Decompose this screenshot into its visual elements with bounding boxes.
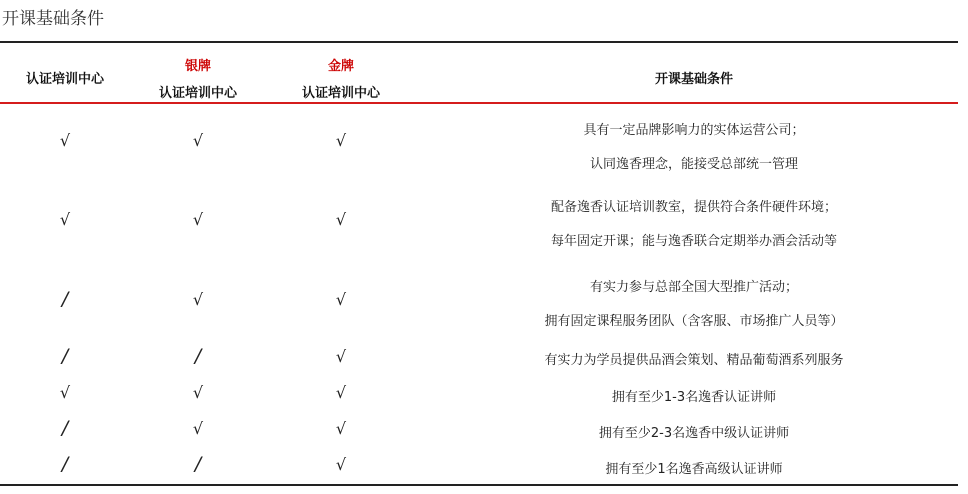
row-6-mark-gold: √ — [335, 455, 347, 474]
row-4-mark-gold: √ — [335, 383, 347, 402]
row-1-mark-gold: √ — [335, 210, 347, 229]
row-6-conditions — [430, 458, 958, 477]
row-4-mark-standard: √ — [59, 383, 71, 402]
row-0-condition-line: 具有一定品牌影响力的实体运营公司； — [583, 123, 805, 138]
row-5-condition-line: 拥有至少2-3名逸香中级认证讲师 — [598, 426, 790, 441]
header-certification-center: 认证培训中心 — [25, 72, 104, 87]
header-gold-label: 认证培训中心 — [301, 86, 380, 101]
row-3-mark-gold: √ — [335, 347, 347, 366]
header-divider — [0, 102, 958, 104]
row-3-mark-silver: / — [194, 345, 202, 367]
row-5-mark-silver: √ — [192, 419, 204, 438]
row-2-condition-line: 有实力参与总部全国大型推广活动； — [589, 280, 798, 295]
row-1-condition-line: 每年固定开课；能与逸香联合定期举办酒会活动等 — [550, 234, 837, 249]
row-5-mark-gold: √ — [335, 419, 347, 438]
row-4-conditions — [430, 386, 958, 405]
row-6-condition-line: 拥有至少1名逸香高级认证讲师 — [605, 462, 783, 477]
row-6-mark-silver: / — [194, 453, 202, 475]
row-6-mark-standard: / — [61, 453, 69, 475]
page-title: 开课基础条件 — [2, 9, 104, 29]
table-top-rule — [0, 41, 958, 43]
row-0-condition-line: 认同逸香理念，能接受总部统一管理 — [589, 157, 798, 172]
row-1-condition-line: 配备逸香认证培训教室，提供符合条件硬件环境； — [550, 200, 837, 215]
row-3-conditions — [430, 349, 958, 368]
header-silver-tier: 银牌 — [184, 59, 211, 74]
row-4-condition-line: 拥有至少1-3名逸香认证讲师 — [611, 390, 777, 405]
header-silver-label: 认证培训中心 — [158, 86, 237, 101]
header-gold-center — [266, 55, 416, 101]
row-0-mark-silver: √ — [192, 131, 204, 150]
row-0-mark-standard: √ — [59, 131, 71, 150]
row-5-mark-standard: / — [61, 417, 69, 439]
row-2-mark-standard: / — [61, 288, 69, 310]
row-2-mark-gold: √ — [335, 290, 347, 309]
header-silver-center — [130, 55, 266, 101]
row-4-mark-silver: √ — [192, 383, 204, 402]
row-1-conditions — [430, 196, 958, 249]
header-conditions: 开课基础条件 — [654, 72, 733, 87]
row-3-condition-line: 有实力为学员提供品酒会策划、精品葡萄酒系列服务 — [544, 353, 844, 368]
row-1-mark-silver: √ — [192, 210, 204, 229]
row-2-conditions — [430, 276, 958, 329]
row-1-mark-standard: √ — [59, 210, 71, 229]
table-bottom-rule — [0, 484, 958, 486]
row-5-conditions — [430, 422, 958, 441]
row-0-conditions — [430, 119, 958, 172]
row-0-mark-gold: √ — [335, 131, 347, 150]
row-2-condition-line: 拥有固定课程服务团队（含客服、市场推广人员等） — [544, 314, 844, 329]
row-3-mark-standard: / — [61, 345, 69, 367]
header-gold-tier: 金牌 — [327, 59, 354, 74]
row-2-mark-silver: √ — [192, 290, 204, 309]
